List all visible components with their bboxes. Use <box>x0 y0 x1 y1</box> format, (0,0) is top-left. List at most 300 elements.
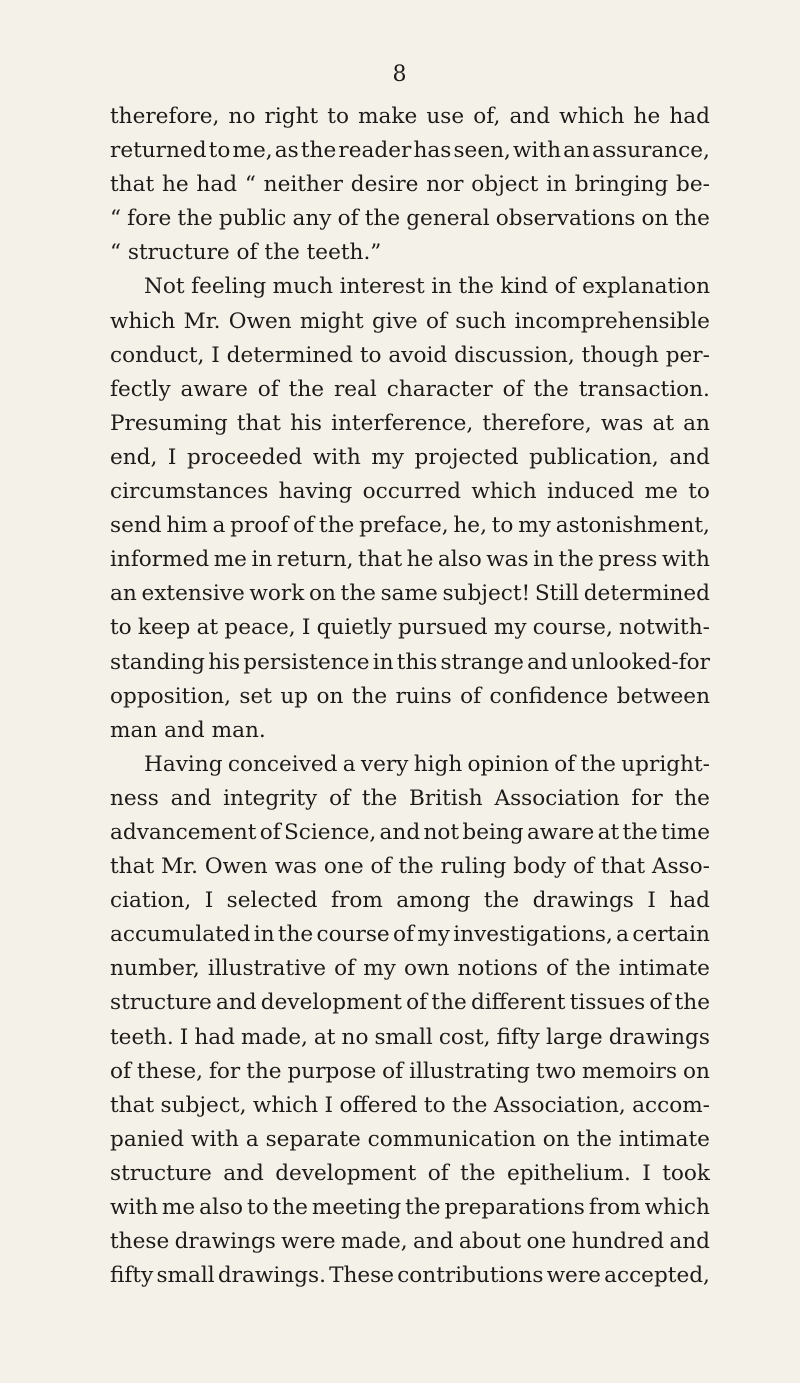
word: to <box>246 1195 269 1220</box>
word: with <box>190 1126 239 1152</box>
word: me <box>161 1195 196 1220</box>
word: confidence <box>489 683 609 709</box>
word: therefore, <box>482 410 592 436</box>
word: hundred <box>571 1229 665 1255</box>
word: interest <box>339 274 425 300</box>
word: advancement <box>110 819 257 845</box>
word: an <box>563 138 590 164</box>
word: British <box>409 785 483 811</box>
word: which <box>471 479 537 505</box>
word: I <box>301 615 311 641</box>
text-line <box>110 509 710 543</box>
word: panied <box>110 1126 185 1152</box>
text-line <box>110 748 710 782</box>
word: be- <box>676 172 710 198</box>
word: fifty <box>496 1024 540 1050</box>
word: Asso- <box>651 854 710 880</box>
word: circumstances <box>110 479 269 505</box>
text-line <box>110 236 710 270</box>
word: I <box>179 1024 189 1050</box>
word: standing <box>110 649 205 675</box>
word: conduct, <box>110 342 205 368</box>
word: and <box>527 649 568 675</box>
word: of <box>425 308 447 334</box>
word: of, <box>473 104 501 129</box>
word: “ structure of the teeth.” <box>110 240 382 266</box>
word: from <box>588 1195 641 1220</box>
word: fore <box>127 206 172 232</box>
word: fectly <box>110 376 171 402</box>
word: cost, <box>438 1024 491 1050</box>
word: and <box>412 1229 454 1255</box>
word: avoid <box>388 342 448 368</box>
word: was <box>486 547 529 573</box>
word: very <box>360 751 409 777</box>
word: fifty <box>110 1263 154 1289</box>
word: a <box>616 922 630 948</box>
word: unlooked-for <box>570 649 710 675</box>
text-line <box>110 1055 710 1089</box>
word: and <box>223 1160 264 1186</box>
word: which <box>110 308 176 334</box>
word: different <box>470 990 566 1016</box>
word: the <box>558 547 594 573</box>
word: reader <box>338 138 412 164</box>
text-line <box>110 1123 710 1157</box>
word: the <box>431 990 467 1016</box>
word: to <box>208 138 231 164</box>
word: him <box>166 513 208 539</box>
text-line <box>110 782 710 816</box>
word: with <box>312 444 361 470</box>
word: an <box>683 410 710 436</box>
word: astonishment, <box>555 513 710 539</box>
word: of <box>554 751 576 777</box>
word: number, <box>110 956 200 982</box>
word: Not <box>144 274 185 300</box>
word: Science, <box>284 819 377 845</box>
word: subject! <box>442 581 531 607</box>
text-line <box>110 918 710 952</box>
word: my <box>493 615 527 641</box>
word: my <box>371 444 404 470</box>
word: being <box>462 819 524 845</box>
word: illustrating <box>409 1058 530 1084</box>
text-line <box>110 168 710 202</box>
word: give <box>371 308 418 334</box>
word: opinion <box>467 751 549 777</box>
word: to <box>423 1092 446 1118</box>
text-line <box>110 475 710 509</box>
text-line <box>110 1089 710 1123</box>
word: Owen <box>204 854 268 880</box>
word: which <box>252 1092 319 1118</box>
word: Mr. <box>183 308 221 334</box>
word: the <box>364 206 401 232</box>
word: press <box>598 547 658 573</box>
text-line <box>110 611 710 645</box>
text-line <box>110 986 710 1020</box>
word: were <box>281 1229 336 1255</box>
text-line <box>110 100 710 134</box>
word: informed <box>110 547 210 573</box>
word: an <box>110 581 137 607</box>
word: character <box>386 376 493 402</box>
word: These <box>329 1263 395 1289</box>
word: investigations, <box>453 922 613 948</box>
word: of <box>546 956 568 982</box>
word: the <box>533 376 569 402</box>
word: a <box>245 1126 259 1152</box>
word: of <box>406 990 428 1016</box>
word: meeting <box>311 1195 402 1220</box>
word: in <box>431 274 453 300</box>
word: of <box>393 922 414 948</box>
word: much <box>272 274 334 300</box>
body-text <box>110 100 710 1293</box>
word: and <box>669 1229 710 1255</box>
word: me <box>644 479 678 505</box>
word: notwith- <box>619 615 710 641</box>
word: illustrative <box>207 956 326 982</box>
word: me, <box>232 138 273 164</box>
word: my <box>518 513 551 539</box>
word: on <box>682 1058 710 1084</box>
text-line <box>110 543 710 577</box>
word: proof <box>230 513 289 539</box>
word: that <box>358 547 403 573</box>
word: subject, <box>160 1092 247 1118</box>
word: a <box>212 513 226 539</box>
text-line <box>110 202 710 236</box>
text-line <box>110 1021 710 1055</box>
word: the <box>300 138 337 164</box>
word: ness <box>110 785 159 811</box>
word: upright- <box>621 751 710 777</box>
word: purpose <box>287 1058 377 1084</box>
word: of <box>257 376 279 402</box>
word: man and man. <box>110 717 266 743</box>
word: use <box>426 104 465 129</box>
text-line <box>110 134 710 168</box>
word: transaction. <box>578 376 710 402</box>
word: peace, <box>224 615 296 641</box>
word: Association <box>494 785 620 811</box>
word: per- <box>665 342 710 368</box>
word: development <box>275 1160 417 1186</box>
word: as <box>274 138 299 164</box>
word: extensive <box>141 581 245 607</box>
word: of <box>337 206 359 232</box>
word: he <box>161 172 189 198</box>
text-line <box>110 270 710 304</box>
word: discussion, <box>454 342 575 368</box>
text-line <box>110 577 710 611</box>
word: of <box>382 1058 404 1084</box>
word: that <box>600 854 645 880</box>
word: having <box>278 479 353 505</box>
word: he <box>633 104 661 129</box>
word: the <box>361 785 398 811</box>
word: of <box>649 990 671 1016</box>
word: of <box>427 1160 449 1186</box>
word: separate <box>265 1126 361 1152</box>
word: of <box>572 854 594 880</box>
word: at <box>652 410 675 436</box>
word: with <box>661 547 710 573</box>
word: any <box>292 206 332 232</box>
word: the <box>340 581 376 607</box>
word: the <box>576 1126 612 1152</box>
word: the <box>458 274 494 300</box>
word: explanation <box>582 274 710 300</box>
word: I <box>642 1160 651 1186</box>
word: accepted, <box>604 1263 710 1289</box>
word: public <box>218 206 287 232</box>
word: to <box>359 342 382 368</box>
word: to <box>491 513 514 539</box>
word: end, <box>110 444 158 470</box>
word: make <box>358 104 418 129</box>
word: in <box>372 649 394 675</box>
word: Presuming <box>110 410 228 436</box>
word: I <box>647 888 656 914</box>
word: for <box>631 785 663 811</box>
word: in <box>253 922 275 948</box>
word: drawings <box>532 888 634 914</box>
word: which <box>644 1195 710 1220</box>
word: though <box>581 342 659 368</box>
text-line <box>110 1259 710 1293</box>
word: that <box>110 172 155 198</box>
word: tissues <box>569 990 646 1016</box>
text-line <box>110 373 710 407</box>
word: therefore, <box>110 104 220 129</box>
word: certain <box>632 922 710 948</box>
word: the <box>277 922 314 948</box>
text-line <box>110 305 710 339</box>
word: I <box>324 1092 334 1118</box>
word: selected <box>226 888 318 914</box>
word: time <box>661 819 710 845</box>
word: might <box>299 308 364 334</box>
word: not <box>423 819 460 845</box>
word: on <box>542 1126 570 1152</box>
word: no <box>228 104 256 129</box>
word: were <box>546 1263 601 1289</box>
word: Owen <box>228 308 292 334</box>
word: determined <box>583 581 710 607</box>
word: at <box>313 1024 336 1050</box>
word: strange <box>440 649 524 675</box>
word: drawings <box>608 1024 710 1050</box>
text-line <box>110 714 710 748</box>
word: that <box>110 854 155 880</box>
word: had <box>194 1024 235 1050</box>
word: send <box>110 513 162 539</box>
word: among <box>396 888 471 914</box>
text-line <box>110 850 710 884</box>
word: of <box>110 1058 131 1084</box>
word: high <box>413 751 463 777</box>
word: his <box>290 410 322 436</box>
word: also <box>199 1195 243 1220</box>
word: publication, <box>529 444 659 470</box>
word: the <box>483 888 520 914</box>
word: the <box>351 683 388 709</box>
word: that <box>236 410 281 436</box>
word: these, <box>136 1058 204 1084</box>
word: of <box>329 785 351 811</box>
word: structure <box>110 1160 212 1186</box>
word: Mr. <box>161 854 198 880</box>
word: projected <box>414 444 519 470</box>
text-line <box>110 884 710 918</box>
word: between <box>616 683 710 709</box>
word: the <box>288 376 325 402</box>
word: in <box>546 172 567 198</box>
word: preface, <box>359 513 449 539</box>
word: he, <box>453 513 487 539</box>
word: aware <box>526 819 595 845</box>
text-line <box>110 1157 710 1191</box>
word: the <box>398 854 434 880</box>
word: neither <box>263 172 343 198</box>
word: my <box>363 956 396 982</box>
word: of <box>259 819 281 845</box>
word: and <box>669 444 710 470</box>
word: keep <box>137 615 191 641</box>
word: “ <box>110 206 122 232</box>
word: took <box>662 1160 710 1186</box>
word: one <box>526 1229 567 1255</box>
word: and <box>170 785 212 811</box>
word: the <box>318 513 355 539</box>
word: his <box>208 649 241 675</box>
word: body <box>513 854 567 880</box>
word: communication <box>367 1126 536 1152</box>
word: one <box>323 854 364 880</box>
text-line <box>110 816 710 850</box>
word: to <box>688 479 710 505</box>
word: general <box>406 206 490 232</box>
word: persistence <box>243 649 370 675</box>
word: of <box>370 854 392 880</box>
word: such <box>455 308 507 334</box>
word: for <box>208 1058 241 1084</box>
word: interference, <box>331 410 474 436</box>
word: observations <box>495 206 636 232</box>
text-line <box>110 646 710 680</box>
word: development <box>260 990 402 1016</box>
word: in <box>251 547 273 573</box>
word: returned <box>110 138 207 164</box>
text-line <box>110 441 710 475</box>
word: the <box>460 1160 496 1186</box>
word: determined <box>226 342 353 368</box>
word: “ <box>244 172 256 198</box>
word: course <box>316 922 390 948</box>
word: work <box>249 581 305 607</box>
word: about <box>458 1229 522 1255</box>
word: intimate <box>618 956 710 982</box>
word: and <box>509 104 551 129</box>
word: drawings <box>174 1229 276 1255</box>
text-line <box>110 1191 710 1225</box>
word: same <box>380 581 438 607</box>
word: has <box>413 138 452 164</box>
word: preparations <box>444 1195 585 1220</box>
word: integrity <box>223 785 318 811</box>
word: notions <box>457 956 538 982</box>
word: me <box>213 547 247 573</box>
word: set <box>239 683 272 709</box>
word: teeth. <box>110 1024 174 1050</box>
word: and <box>215 990 257 1016</box>
word: a <box>342 751 356 777</box>
word: return, <box>276 547 354 573</box>
word: the <box>674 785 710 811</box>
word: I <box>167 444 177 470</box>
word: this <box>396 649 438 675</box>
word: these <box>110 1229 170 1255</box>
word: to <box>110 615 132 641</box>
word: and <box>379 819 421 845</box>
word: had <box>196 172 238 198</box>
text-line <box>110 1225 710 1259</box>
word: which <box>559 104 625 129</box>
word: on <box>316 683 344 709</box>
word: desire <box>350 172 419 198</box>
word: proceeded <box>187 444 303 470</box>
word: epithelium. <box>506 1160 631 1186</box>
word: with <box>513 138 561 164</box>
word: course, <box>532 615 613 641</box>
word: drawings. <box>217 1263 326 1289</box>
word: Still <box>534 581 580 607</box>
word: ruins <box>395 683 452 709</box>
word: I <box>211 342 220 368</box>
word: the <box>405 1195 441 1220</box>
word: small <box>374 1024 433 1050</box>
page-number: 8 <box>392 62 408 87</box>
text-line <box>110 680 710 714</box>
word: ciation, <box>110 888 192 914</box>
word: object <box>471 172 539 198</box>
word: of <box>334 956 356 982</box>
word: the <box>246 1058 282 1084</box>
word: made, <box>340 1229 408 1255</box>
word: memoirs <box>582 1058 678 1084</box>
word: aware <box>180 376 248 402</box>
word: up <box>280 683 309 709</box>
word: on <box>308 581 336 607</box>
word: the <box>674 206 710 232</box>
word: had <box>669 104 710 129</box>
word: Association, <box>493 1092 626 1118</box>
word: intimate <box>618 1126 710 1152</box>
word: incomprehensible <box>514 308 710 334</box>
word: that <box>110 1092 155 1118</box>
word: the <box>580 751 616 777</box>
word: with <box>110 1195 158 1220</box>
word: also <box>437 547 482 573</box>
word: offered <box>339 1092 418 1118</box>
word: had <box>669 888 710 914</box>
word: small <box>156 1263 215 1289</box>
word: of <box>293 513 315 539</box>
word: the <box>451 1092 488 1118</box>
